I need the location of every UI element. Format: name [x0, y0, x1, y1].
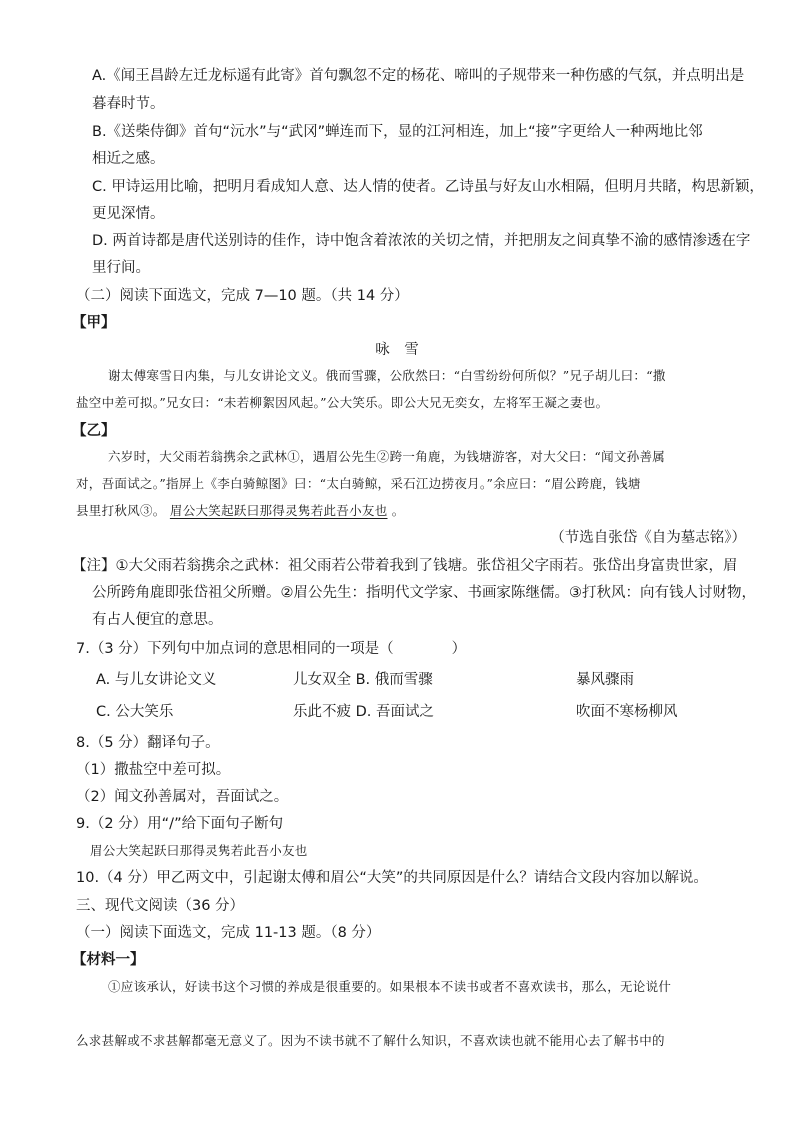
q7-option-b-compare: 暴风骤雨 — [576, 672, 634, 688]
section3-sub-heading: （一）阅读下面选文，完成 11-13 题。（8 分） — [76, 925, 381, 941]
q10-stem: 10.（4 分）甲乙两文中，引起谢太傅和眉公“大笑”的共同原因是什么？请结合文段内容加以解说。 — [76, 870, 708, 886]
q7-option-c: C. 公大笑乐 — [96, 704, 174, 720]
q8-sentence-2: （2）闻文孙善属对，吾面试之。 — [76, 789, 289, 805]
q6-option-b-line1: B.《送柴侍御》首句“沅水”与“武冈”蝉连而下，显的江河相连，加上“接”字更给人一种两地比邻 — [92, 124, 703, 140]
section2-intro: （二）阅读下面选文，完成 7—10 题。（共 14 分） — [76, 288, 409, 304]
notes-line3: 有占人便宜的意思。 — [92, 612, 223, 628]
q6-option-c-line1: C. 甲诗运用比喻，把明月看成知人意、达人情的使者。乙诗虽与好友山水相隔，但明月共睹，构思新颖， — [92, 179, 764, 195]
yi-text-line3-end: 。 — [391, 503, 405, 518]
yi-text-line3 — [76, 501, 405, 521]
q6-option-c-line2: 更见深情。 — [92, 206, 165, 222]
q8-stem: 8.（5 分）翻译句子。 — [76, 735, 220, 751]
yi-text-line2: 对，吾面试之。”指屏上《李白骑鲸图》曰：“太白骑鲸，采石江边捞夜月。”余应曰：“眉公跨鹿，钱塘 — [76, 476, 641, 491]
source-citation: （节选自张岱《自为墓志铭》） — [550, 530, 746, 546]
material1-label: 【材料一】 — [72, 952, 145, 968]
yi-text-line3-start: 县里打秋风③。 — [76, 503, 166, 518]
material1-text-line1: ①应该承认，好读书这个习惯的养成是很重要的。如果根本不读书或者不喜欢读书，那么，无论说什 — [108, 979, 672, 994]
section3-heading: 三、现代文阅读（36 分） — [76, 898, 245, 914]
jia-text-line2: 盐空中差可拟。”兄女曰：“未若柳絮因风起。”公大笑乐。即公大兄无奕女，左将军王凝之妻也。 — [76, 395, 609, 410]
jia-title: 咏 雪 — [375, 342, 419, 358]
q6-option-a-line1: A.《闻王昌龄左迁龙标遥有此寄》首句飘忽不定的杨花、啼叫的子规带来一种伤感的气氛，并点明出是 — [92, 68, 745, 84]
jia-text-line1: 谢太傅寒雪日内集，与儿女讲论文义。俄而雪骤，公欣然曰：“白雪纷纷何所似？”兄子胡儿曰：“撒 — [108, 368, 666, 383]
q6-option-a-line2: 暮春时节。 — [92, 96, 165, 112]
q7-option-a: A. 与儿女讲论文义 — [96, 672, 217, 688]
q7-stem: 7.（3 分）下列句中加点词的意思相同的一项是（ ） — [76, 641, 467, 657]
q6-option-d-line1: D. 两首诗都是唐代送别诗的佳作，诗中饱含着浓浓的关切之情，并把朋友之间真挚不渝的感情渗透在字 — [92, 233, 751, 249]
yi-text-line1: 六岁时，大父雨若翁携余之武林①，遇眉公先生②跨一角鹿，为钱塘游客，对大父曰：“闻文孙善属 — [108, 449, 666, 464]
q6-option-b-line2: 相近之感。 — [92, 151, 165, 167]
material1-text-line2: 么求甚解或不求甚解都毫无意义了。因为不读书就不了解什么知识，不喜欢读也就不能用心去了解书中的 — [76, 1033, 665, 1048]
yi-underlined-sentence: 眉公大笑起跃曰那得灵隽若此吾小友也 — [169, 503, 388, 518]
q7-option-c-d: 乐此不疲 D. 吾面试之 — [293, 704, 434, 720]
q8-sentence-1: （1）撒盐空中差可拟。 — [76, 762, 231, 778]
jia-label: 【甲】 — [72, 315, 116, 331]
notes-line2: 公所跨角鹿即张岱祖父所赠。②眉公先生：指明代文学家、书画家陈继儒。③打秋风：向有钱人讨财物， — [92, 585, 756, 601]
q7-option-d-compare: 吹面不寒杨柳风 — [576, 704, 678, 720]
notes-line1: 【注】①大父雨若翁携余之武林：祖父雨若公带着我到了钱塘。张岱祖父字雨若。张岱出身富贵世家，眉 — [72, 558, 738, 574]
q9-stem: 9.（2 分）用“/”给下面句子断句 — [76, 816, 284, 832]
yi-label: 【乙】 — [72, 423, 116, 439]
q6-option-d-line2: 里行间。 — [92, 260, 150, 276]
q9-sentence: 眉公大笑起跃曰那得灵隽若此吾小友也 — [90, 843, 308, 858]
q7-option-a-b: 儿女双全 B. 俄而雪骤 — [293, 672, 433, 688]
